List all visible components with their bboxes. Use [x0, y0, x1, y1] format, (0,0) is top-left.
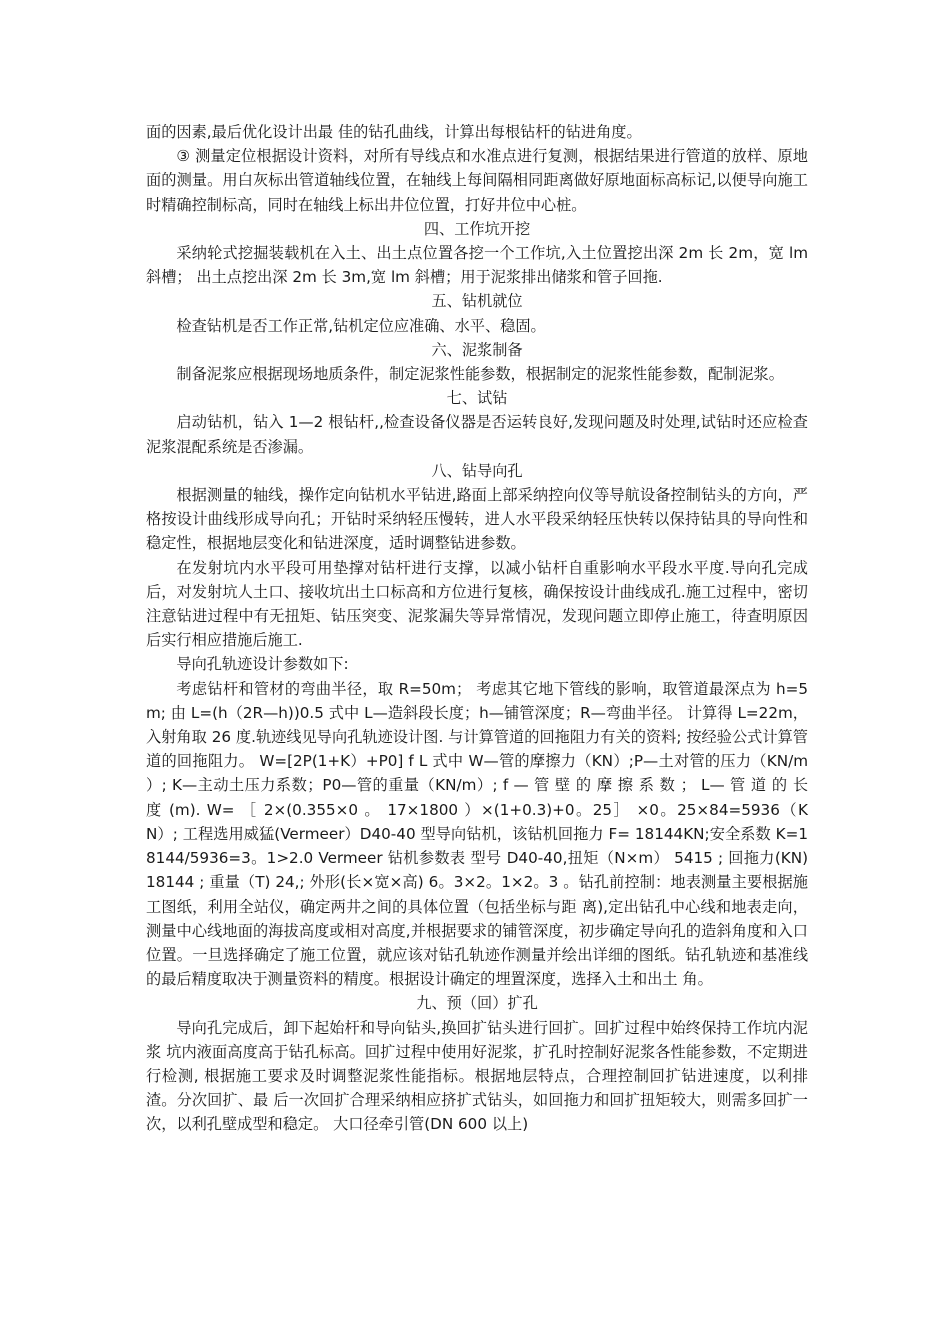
section-heading-4: 四、工作坑开挖 — [423, 219, 531, 238]
paragraph-reaming: 导向孔完成后，卸下起始杆和导向钻头,换回扩钻头进行回扩。回扩过程中始终保持工作坑内泥浆 坑内液面高度高于钻孔标高。回扩过程中使用好泥浆，扩孔时控制好泥浆各性能参数，不定期进行检测, 根据施工要求及时调整泥浆性能指标。根据地层特点，合理控制回扩钻进速度，以利排渣。分次回扩、最 后一次回扩合理采纳相应挤扩式钻头，如回拖力和回扩扭矩较大，则需多回扩一次，以利孔壁成型和稳定。 大口径牵引管(DN 600 以上) — [146, 1018, 808, 1134]
paragraph-pit-excavation: 采纳轮式挖掘装载机在入土、出土点位置各挖一个工作坑,入土位置挖出深 2m 长 2m，宽 lm 斜槽； 出土点挖出深 2m 长 3m,宽 lm 斜槽；用于泥浆排出储浆和管子回拖. — [146, 244, 808, 287]
section-heading-9: 九、预（回）扩孔 — [416, 994, 538, 1013]
paragraph-pilot-hole: 根据测量的轴线，操作定向钻机水平钻进,路面上部采纳控向仪等导航设备控制钻头的方向，严格按设计曲线形成导向孔；开钻时采纳轻压慢转，进人水平段采纳轻压快转以保持钻具的导向性和稳定性，根据地层变化和钻进深度，适时调整钻进参数。 — [146, 486, 808, 553]
section-heading-7: 七、试钻 — [446, 389, 508, 408]
paragraph-trajectory-params-intro: 导向孔轨迹设计参数如下: — [176, 655, 349, 674]
section-heading-6: 六、泥浆制备 — [431, 340, 523, 359]
section-heading-5: 五、钻机就位 — [431, 292, 523, 311]
paragraph-pilot-hole-support: 在发射坑内水平段可用垫撑对钻杆进行支撑，以减小钻杆自重影响水平段水平度.导向孔完成后，对发射坑人土口、接收坑出土口标高和方位进行复核，确保按设计曲线成孔.施工过程中，密切注意钻进过程中有无扭矩、钻压突变、泥浆漏失等异常情况，发现问题立即停止施工，待查明原因后实行相应措施后施工. — [146, 558, 808, 650]
paragraph-rig-positioning: 检查钻机是否工作正常,钻机定位应准确、水平、稳固。 — [176, 316, 546, 335]
paragraph-trial-drilling: 启动钻机，钻入 1—2 根钻杆,,检查设备仪器是否运转良好,发现问题及时处理,试钻时还应检查泥浆混配系统是否渗漏。 — [146, 413, 808, 456]
paragraph-mud-preparation: 制备泥浆应根据现场地质条件，制定泥浆性能参数，根据制定的泥浆性能参数，配制泥浆。 — [176, 365, 784, 384]
paragraph-survey-positioning: ③ 测量定位根据设计资料，对所有导线点和水准点进行复测，根据结果进行管道的放样、原地面的测量。用白灰标出管道轴线位置，在轴线上每间隔相同距离做好原地面标高标记,以便导向施工时精确控制标高，同时在轴线上标出井位位置，打好井位中心桩。 — [146, 147, 808, 214]
paragraph-continuation: 面的因素,最后优化设计出最 佳的钻孔曲线，计算出每根钻杆的钻进角度。 — [146, 123, 642, 141]
paragraph-trajectory-calculation: 考虑钻杆和管材的弯曲半径，取 R=50m； 考虑其它地下管线的影响，取管道最深点为 h=5m; 由 L=(h（2R—h))0.5 式中 L—造斜段长度；h—铺管深度；R—弯曲半径。 计算得 L=22m，入射角取 26 度.轨迹线见导向孔轨迹设计图. 与计算管道的回拖阻力有关的资料; 按经验公式计算管道的回拖阻力。 W=[2P(1+K）+P0] f L 式中 W—管的摩擦力（KN）;P—土对管的压力（KN/m ）; K—主动土压力系数；P0—管的重量（KN/m）; f — 管 壁 的 摩 擦 系 数 ； L— 管 道 的 长 度 (m). W= ［ 2×(0.355×0 。 17×1800 ）×(1+0.3)+0。25］ ×0。25×84=5936（KN）; 工程选用威猛(Vermeer）D40-40 型导向钻机，该钻机回拖力 F= 18144KN;安全系数 K=18144/5936=3。1>2.0 Vermeer 钻机参数表 型号 D40-40,扭矩（N×m） 5415 ; 回拖力(KN) 18144 ; 重量（T) 24,; 外形(长×宽×高) 6。3×2。1×2。3 。钻孔前控制：地表测量主要根据施工图纸，利用全站仪，确定两井之间的具体位置（包括坐标与距 离),定出钻孔中心线和地表走向，测量中心线地面的海拔高度或相对高度,并根据要求的铺管深度，初步确定导向孔的造斜角度和入口位置。一旦选择确定了施工位置，就应该对钻孔轨迹作测量并绘出详细的图纸。钻孔轨迹和基准线的最后精度取决于测量资料的精度。根据设计确定的埋置深度，选择入土和出土 角。 — [146, 679, 809, 989]
section-heading-8: 八、钻导向孔 — [431, 461, 523, 480]
document-page — [146, 120, 808, 1137]
